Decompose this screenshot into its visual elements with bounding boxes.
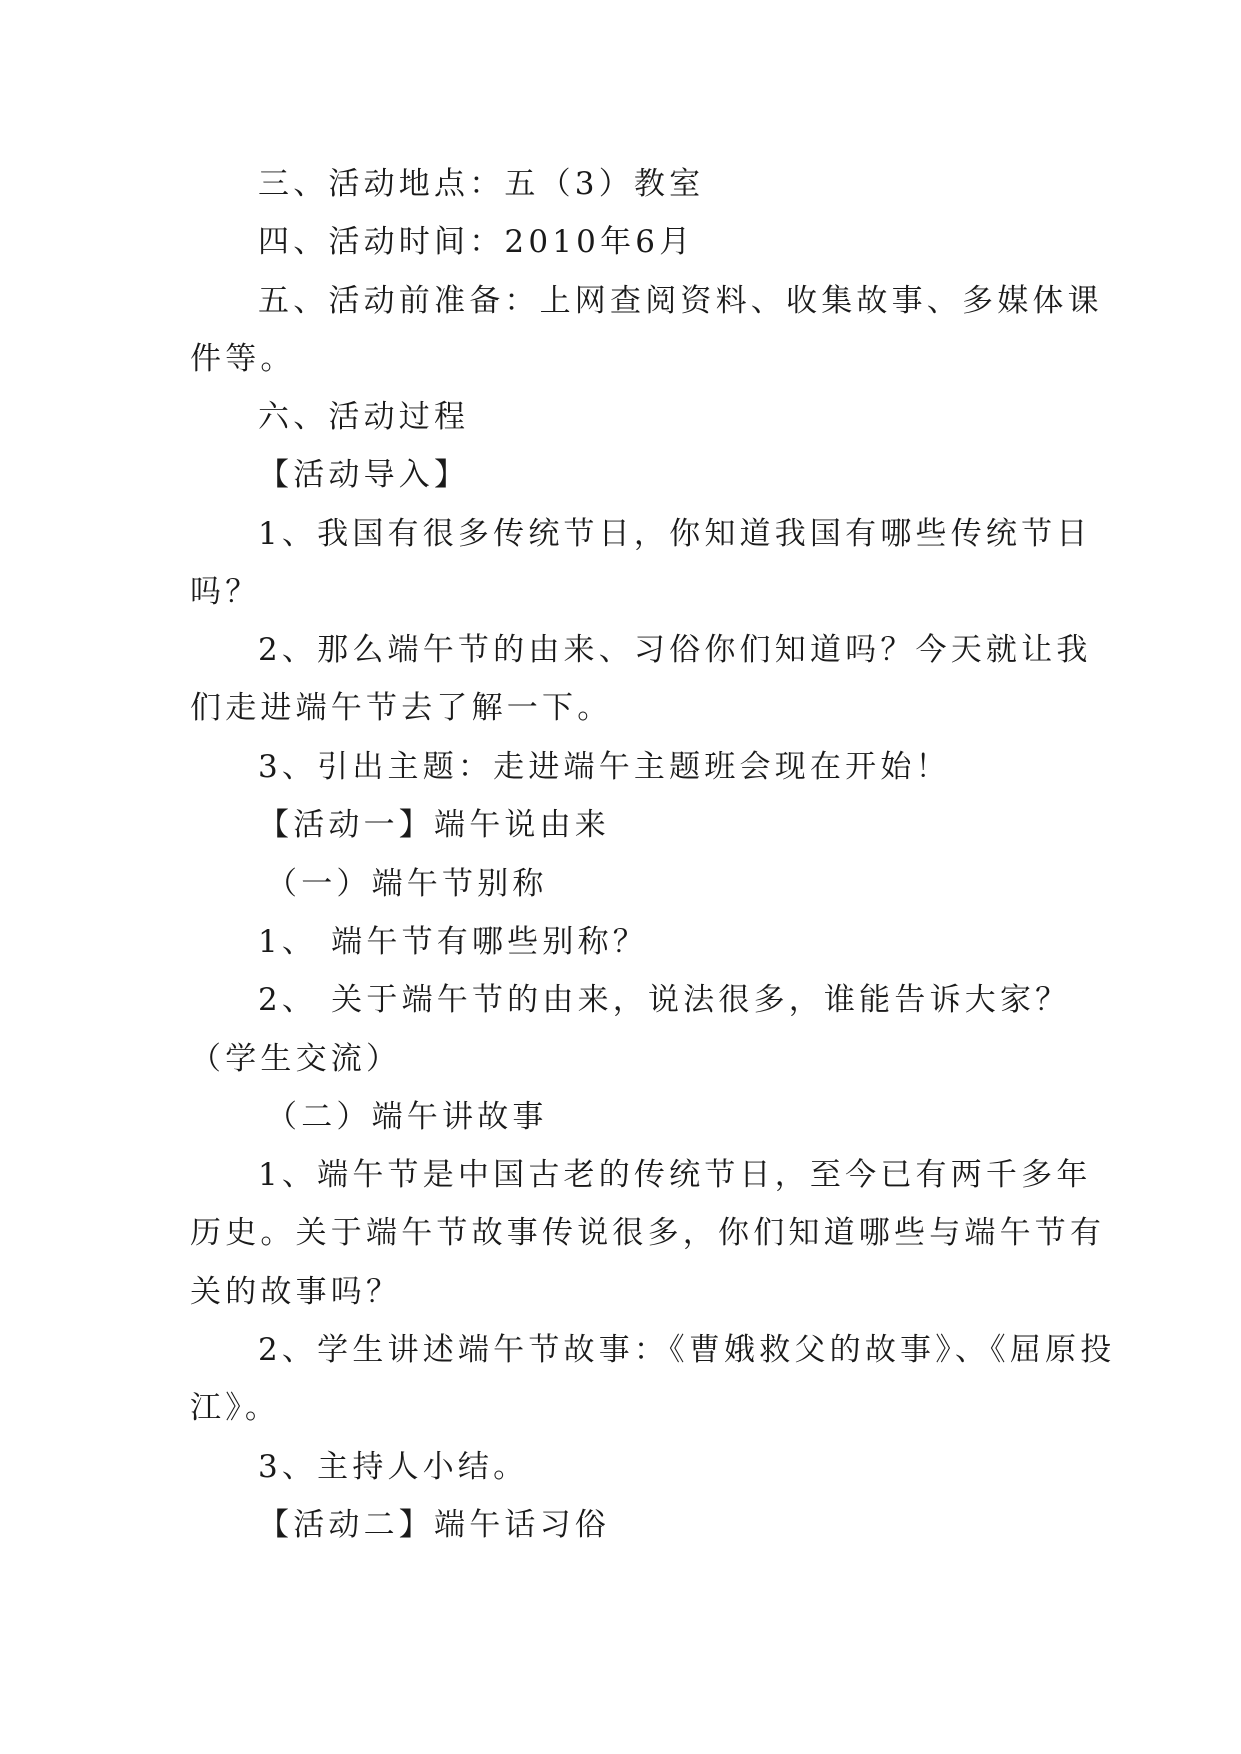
subheading-alias: （一）端午节别称: [266, 866, 548, 902]
paragraph-stories-3: 3、主持人小结。: [258, 1449, 529, 1485]
heading-activity-two: 【活动二】端午话习俗: [258, 1507, 610, 1543]
subheading-stories: （二）端午讲故事: [266, 1099, 548, 1135]
paragraph-intro-2: 2、那么端午节的由来、习俗你们知道吗？今天就让我: [258, 632, 1092, 668]
section-preparation-cont: 件等。: [190, 341, 296, 377]
paragraph-stories-1-end: 关的故事吗？: [190, 1274, 402, 1310]
paragraph-stories-1: 1、端午节是中国古老的传统节日，至今已有两千多年: [258, 1157, 1092, 1193]
heading-activity-one: 【活动一】端午说由来: [258, 807, 610, 843]
paragraph-alias-2: 2、 关于端午节的由来，说法很多，谁能告诉大家？: [258, 982, 1071, 1018]
paragraph-intro-1-cont: 吗？: [190, 574, 261, 610]
section-preparation: 五、活动前准备：上网查阅资料、收集故事、多媒体课: [258, 283, 1103, 319]
heading-activity-intro: 【活动导入】: [258, 457, 470, 493]
paragraph-alias-1: 1、 端午节有哪些别称？: [258, 924, 648, 960]
paragraph-intro-2-cont: 们走进端午节去了解一下。: [190, 690, 613, 726]
section-location: 三、活动地点：五（3）教室: [258, 166, 705, 202]
paragraph-stories-1-cont: 历史。关于端午节故事传说很多，你们知道哪些与端午节有: [190, 1215, 1106, 1251]
paragraph-stories-2-cont: 江》。: [190, 1390, 281, 1426]
section-time: 四、活动时间：2010年6月: [258, 224, 695, 260]
paragraph-intro-1: 1、我国有很多传统节日，你知道我国有哪些传统节日: [258, 516, 1092, 552]
paragraph-stories-2: 2、学生讲述端午节故事：《曹娥救父的故事》、《屈原投: [258, 1332, 1116, 1368]
section-process: 六、活动过程: [258, 399, 470, 435]
paragraph-intro-3: 3、引出主题：走进端午主题班会现在开始！: [258, 749, 951, 785]
paragraph-alias-2-cont: （学生交流）: [190, 1041, 402, 1077]
